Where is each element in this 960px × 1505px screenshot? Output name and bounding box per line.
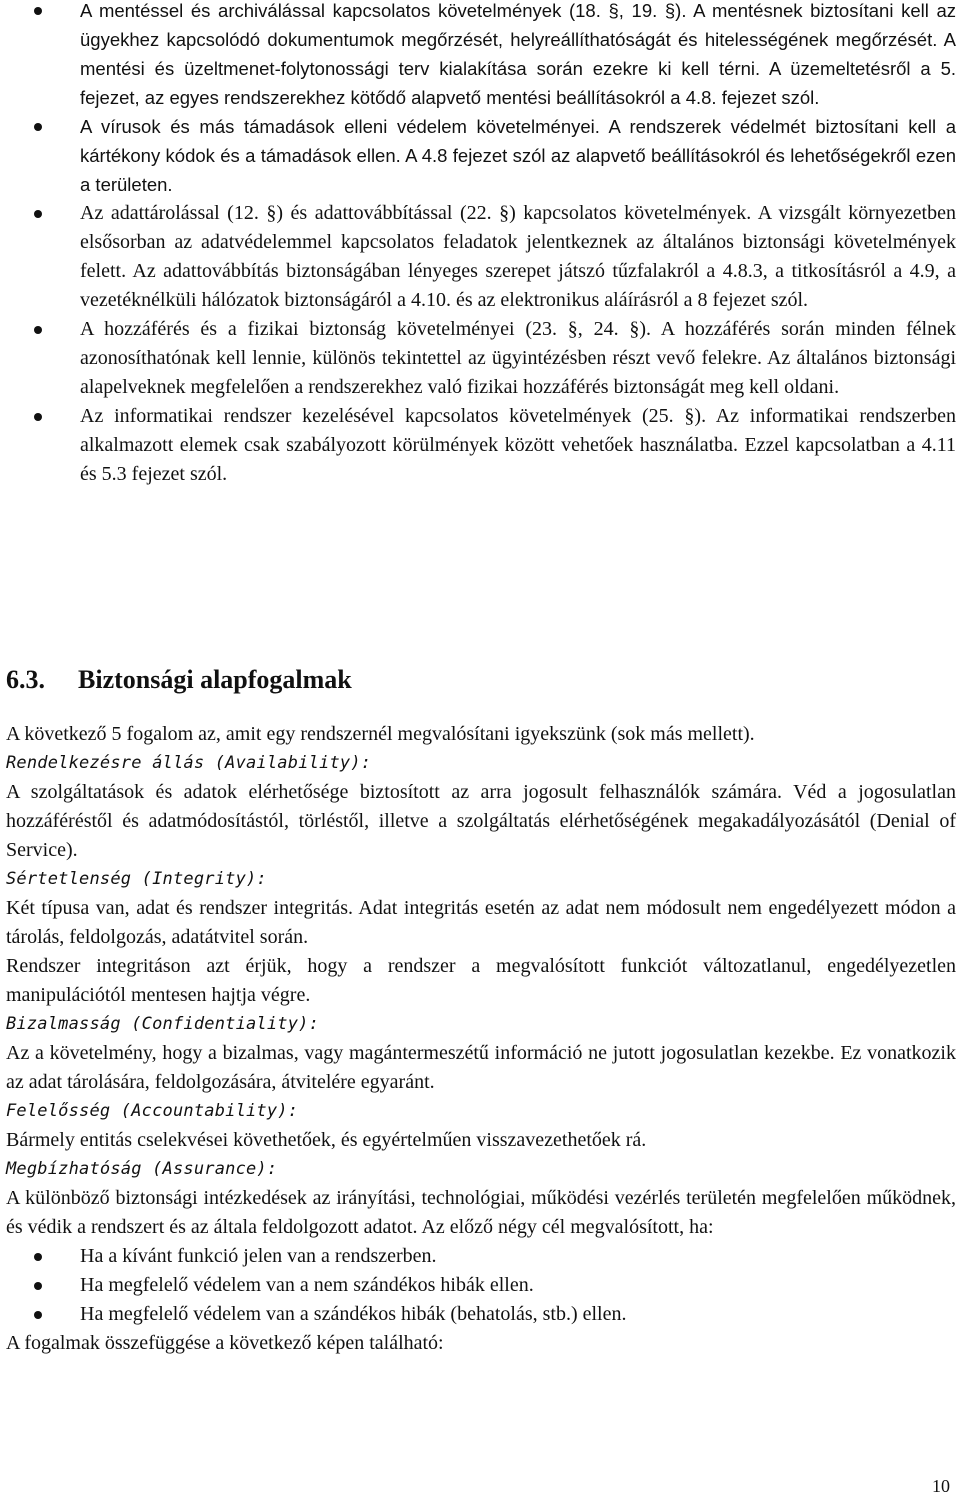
closing-paragraph: A fogalmak összefüggése a következő képen található:: [6, 1332, 444, 1354]
integrity-label: Sértetlenség (Integrity):: [6, 869, 267, 889]
list-item: A vírusok és más támadások elleni védelem követelményei. A rendszerek védelmét biztosítani kell a kártékony kódok és a támadások ellen. A 4.8 fejezet szól az alapvető beállításokról és lehetőségekről ezen a területen.: [6, 112, 956, 199]
assurance-conditions-list: [6, 1242, 956, 1329]
confidentiality-label: Bizalmasság (Confidentiality):: [6, 1014, 320, 1034]
list-item: Ha a kívánt funkció jelen van a rendszerben.: [6, 1242, 956, 1271]
intro-paragraph: A következő 5 fogalom az, amit egy rendszernél megvalósítani igyekszünk (sok más mellett).: [6, 723, 755, 745]
list-item: Ha megfelelő védelem van a szándékos hibák (behatolás, stb.) ellen.: [6, 1300, 956, 1329]
assurance-label: Megbízhatóság (Assurance):: [6, 1159, 278, 1179]
availability-label: Rendelkezésre állás (Availability):: [6, 753, 372, 773]
integrity-text-1: Két típusa van, adat és rendszer integritás. Adat integritás esetén az adat nem módosult nem engedélyezett módon a tárolás, feldolgozás, adatátvitel során.: [6, 897, 956, 948]
accountability-label: Felelősség (Accountability):: [6, 1101, 299, 1121]
integrity-text-2: Rendszer integritáson azt érjük, hogy a rendszer a megvalósított funkciót változatlanul, engedélyezetlen manipulációtól mentesen hajtja végre.: [6, 955, 956, 1006]
assurance-text: A különböző biztonsági intézkedések az irányítási, technológiai, működési vezérlés területén megfelelően működnek, és védik a rendszert és az általa feldolgozott adatot. Az előző négy cél megvalósított, ha:: [6, 1187, 956, 1238]
list-item: Az informatikai rendszer kezelésével kapcsolatos követelmények (25. §). Az informatikai rendszerben alkalmazott elemek csak szabályozott körülmények között vehetőek használatba. Ezzel kapcsolatban a 4.11 és 5.3 fejezet szól.: [6, 402, 956, 489]
section-body: [6, 720, 956, 1358]
confidentiality-text: Az a követelmény, hogy a bizalmas, vagy magántermeszétű információ ne jutott jogosulatlan kezekbe. Ez vonatkozik az adat tárolására, feldolgozására, átvitelére egyaránt.: [6, 1042, 956, 1093]
list-item: Az adattárolással (12. §) és adattovábbítással (22. §) kapcsolatos követelmények. A vizsgált környezetben elsősorban az adatvédelemmel kapcsolatos feladatok jelentkeznek az általános biztonsági követelmények felett. Az adattovábbítás biztonságában lényeges szerepet játszó tűzfalakról a 4.8.3, a titkosításról a 4.9, a vezetéknélküli hálózatok biztonságáról a 4.10. és az elektronikus aláírásról a 8 fejezet szól.: [6, 199, 956, 315]
list-item: A hozzáférés és a fizikai biztonság követelményei (23. §, 24. §). A hozzáférés során minden félnek azonosíthatónak kell lennie, különös tekintettel az ügyintézésben részt vevő felekre. Az általános biztonsági alapelveknek megfelelően a rendszerekhez való fizikai hozzáférés biztonságát meg kell oldani.: [6, 315, 956, 402]
section-heading: [6, 663, 956, 697]
accountability-text: Bármely entitás cselekvései követhetőek, és egyértelműen visszavezethetőek rá.: [6, 1129, 647, 1151]
list-item: Ha megfelelő védelem van a nem szándékos hibák ellen.: [6, 1271, 956, 1300]
section-title: Biztonsági alapfogalmak: [78, 665, 352, 694]
list-item: A mentéssel és archiválással kapcsolatos követelmények (18. §, 19. §). A mentésnek biztosítani kell az ügyekhez kapcsolódó dokumentumok megőrzését, helyreállíthatóságát és hitelességének megőrzését. A mentési és üzeltmenet-folytonossági terv kialakítása során ezekre ki kell térni. A üzemeltetésről a 5. fejezet, az egyes rendszerekhez kötődő alapvető mentési beállításokról a 4.8. fejezet szól.: [6, 0, 956, 112]
requirements-bullet-list: [6, 0, 956, 489]
page-number: 10: [932, 1476, 950, 1496]
section-number: 6.3.: [6, 665, 45, 694]
availability-text: A szolgáltatások és adatok elérhetősége biztosított az arra jogosult felhasználók számára. Véd a jogosulatlan hozzáféréstől és adatmódosítástól, törléstől, illetve a szolgáltatás elérhetőségének megakadályozásától (Denial of Service).: [6, 781, 956, 861]
